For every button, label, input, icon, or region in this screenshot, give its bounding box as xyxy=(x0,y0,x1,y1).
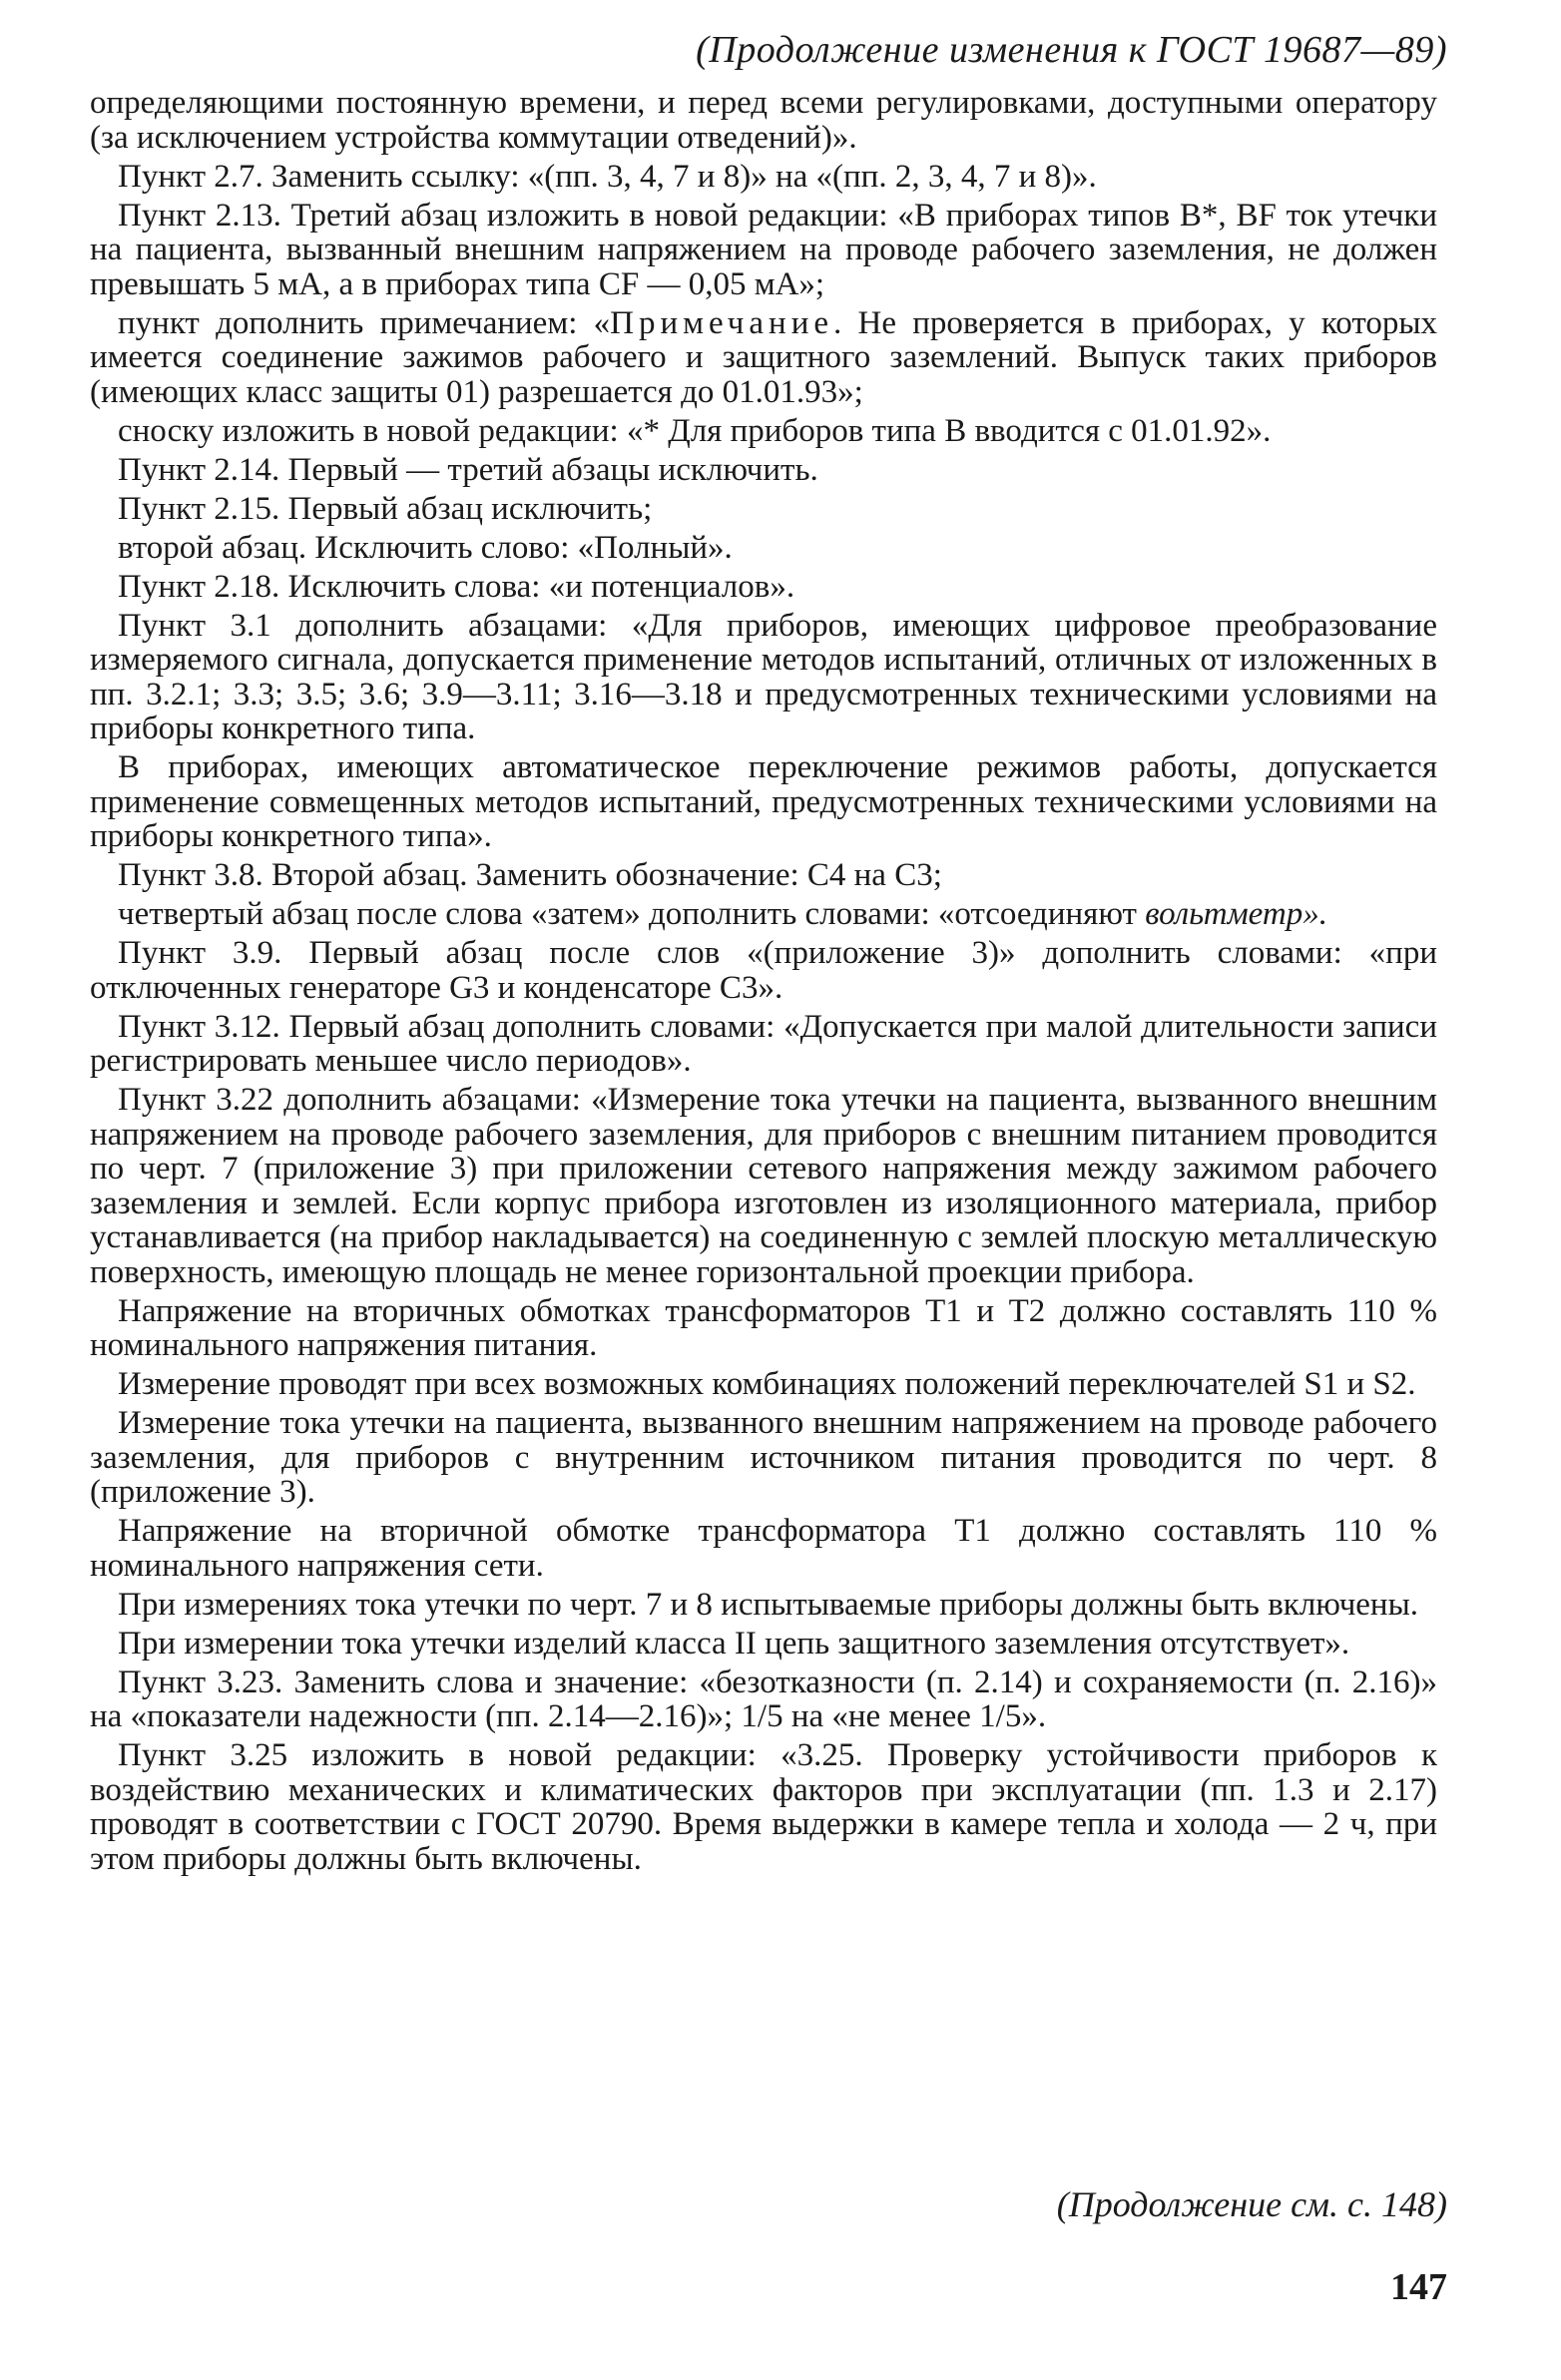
paragraph-17: Напряжение на вторичных обмотках трансформаторов T1 и T2 должно составлять 110 % номинального напряжения питания. xyxy=(90,1292,1437,1363)
paragraph-13-start: четвертый абзац после слова «затем» дополнить словами: «отсоединяют xyxy=(118,896,1146,932)
paragraph-21: При измерениях тока утечки по черт. 7 и 8 испытываемые приборы должны быть включены. xyxy=(118,1586,1419,1623)
continuation-note: (Продолжение см. с. 148) xyxy=(1056,2184,1447,2224)
paragraph-06: Пункт 2.14. Первый — третий абзацы исключить. xyxy=(118,451,818,488)
paragraph-13-italic: вольтметр». xyxy=(1145,896,1327,932)
paragraph-03: Пункт 2.13. Третий абзац изложить в новой редакции: «В приборах типов B*, BF ток утечки на пациента, вызванный внешним напряжением на проводе рабочего заземления, не должен превышать 5 мА, а в приборах типа CF — 0,05 мА»; xyxy=(90,197,1437,302)
paragraph-24: Пункт 3.25 изложить в новой редакции: «3.25. Проверку устойчивости приборов к воздействию механических и климатических факторов при эксплуатации (пп. 1.3 и 2.17) проводят в соответствии с ГОСТ 20790. Время выдержки в камере тепла и холода — 2 ч, при этом приборы должны быть включены. xyxy=(90,1737,1437,1877)
paragraph-12: Пункт 3.8. Второй абзац. Заменить обозначение: C4 на C3; xyxy=(118,857,942,893)
paragraph-09: Пункт 2.18. Исключить слова: «и потенциалов». xyxy=(118,568,795,605)
paragraph-01: определяющими постоянную времени, и перед всеми регулировками, доступными оператору (за исключением устройства коммутации отведений)». xyxy=(90,85,1437,156)
note-label: Примечание xyxy=(610,304,834,341)
paragraph-15: Пункт 3.12. Первый абзац дополнить словами: «Допускается при малой длительности записи регистрировать меньшее число периодов». xyxy=(90,1008,1437,1079)
paragraph-18: Измерение проводят при всех возможных комбинациях положений переключателей S1 и S2. xyxy=(118,1366,1416,1402)
paragraph-13 xyxy=(90,897,1437,932)
paragraph-19: Измерение тока утечки на пациента, вызванного внешним напряжением на проводе рабочего заземления, для приборов с внутренним источником питания проводится по черт. 8 (приложение 3). xyxy=(90,1405,1437,1510)
paragraph-10: Пункт 3.1 дополнить абзацами: «Для приборов, имеющих цифровое преобразование измеряемого сигнала, допускается применение методов испытаний, отличных от изложенных в пп. 3.2.1; 3.3; 3.5; 3.6; 3.9—3.11; 3.16—3.18 и предусмотренных техническими условиями на приборы конкретного типа. xyxy=(90,607,1437,746)
paragraph-04-start: пункт дополнить примечанием: « xyxy=(118,304,611,341)
page-number: 147 xyxy=(1390,2266,1447,2308)
paragraph-11: В приборах, имеющих автоматическое переключение режимов работы, допускается применение совмещенных методов испытаний, предусмотренных техническими условиями на приборы конкретного типа». xyxy=(90,749,1437,854)
paragraph-05: сноску изложить в новой редакции: «* Для приборов типа B вводится с 01.01.92». xyxy=(118,412,1272,449)
paragraph-04 xyxy=(90,306,1437,410)
paragraph-07: Пункт 2.15. Первый абзац исключить; xyxy=(118,490,653,527)
running-header: (Продолжение изменения к ГОСТ 19687—89) xyxy=(696,29,1447,71)
paragraph-23: Пункт 3.23. Заменить слова и значение: «безотказности (п. 2.14) и сохраняемости (п. 2.16)» на «показатели надежности (пп. 2.14—2.16)»; 1/5 на «не менее 1/5». xyxy=(90,1664,1437,1734)
paragraph-08: второй абзац. Исключить слово: «Полный». xyxy=(118,529,733,566)
document-body xyxy=(90,86,1437,1881)
paragraph-04-end: . Не проверяется в приборах, у которых имеется соединение зажимов рабочего и защитного заземлений. Выпуск таких приборов (имеющих класс защиты 01) разрешается до 01.01.93»; xyxy=(90,304,1437,410)
paragraph-20: Напряжение на вторичной обмотке трансформатора T1 должно составлять 110 % номинального напряжения сети. xyxy=(90,1513,1437,1584)
paragraph-14: Пункт 3.9. Первый абзац после слов «(приложение 3)» дополнить словами: «при отключенных генераторе G3 и конденсаторе C3». xyxy=(90,935,1437,1006)
paragraph-02: Пункт 2.7. Заменить ссылку: «(пп. 3, 4, 7 и 8)» на «(пп. 2, 3, 4, 7 и 8)». xyxy=(118,158,1097,195)
paragraph-22: При измерении тока утечки изделий класса II цепь защитного заземления отсутствует». xyxy=(118,1625,1350,1662)
paragraph-16: Пункт 3.22 дополнить абзацами: «Измерение тока утечки на пациента, вызванного внешним напряжением на проводе рабочего заземления, для приборов с внешним питанием проводится по черт. 7 (приложение 3) при приложении сетевого напряжения между зажимом рабочего заземления и землей. Если корпус прибора изготовлен из изоляционного материала, прибор устанавливается (на прибор накладывается) на соединенную с землей плоскую металлическую поверхность, имеющую площадь не менее горизонтальной проекции прибора. xyxy=(90,1082,1437,1290)
